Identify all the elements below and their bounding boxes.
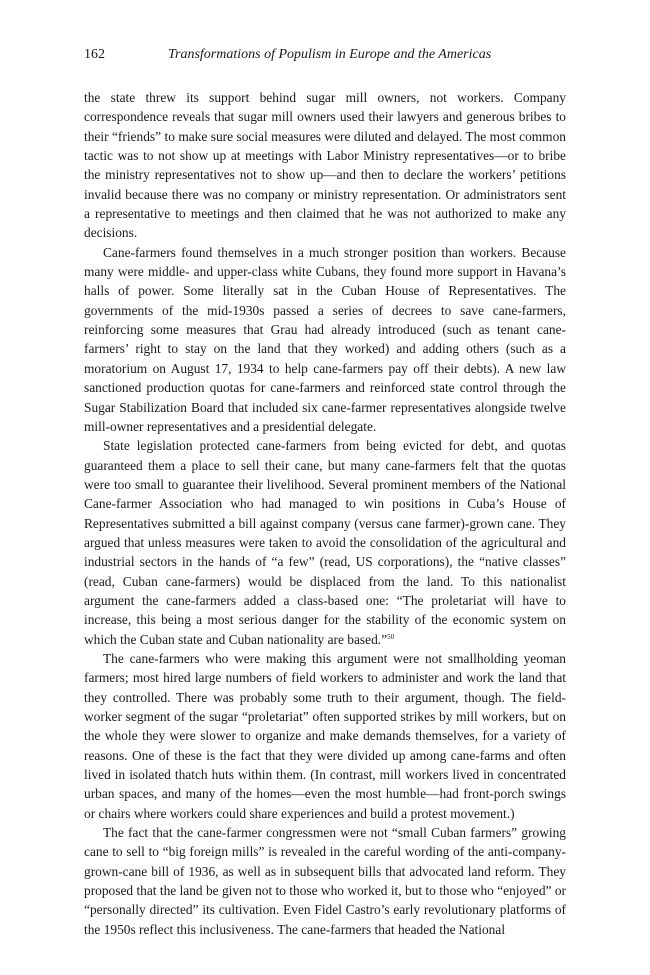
footnote-reference: 50	[387, 632, 395, 641]
page-number: 162	[84, 47, 105, 62]
paragraph-4: The cane-farmers who were making this argument were not smallholding yeoman farmers; most hired large numbers of field workers to administer and work the land that they controlled. There was probably some truth to their argument, though. The field-worker segment of the sugar “proletariat” often supported strikes by mill workers, but on the whole they were slower to organize and make demands themselves, for a variety of reasons. One of these is the fact that they were divided up among cane-farms and often lived in isolated thatch huts within them. (In contrast, mill workers lived in concentrated urban spaces, and many of the homes—even the most humble—had front-porch swings or chairs where workers could share experiences and build a protest movement.)	[84, 650, 566, 821]
body-text	[84, 88, 566, 939]
paragraph-5: The fact that the cane-farmer congressmen were not “small Cuban farmers” growing cane to sell to “big foreign mills” is revealed in the careful wording of the anti-company-grown-cane bill of 1936, as well as in subsequent bills that advocated land reform. They proposed that the land be given not to those who worked it, but to those who “enjoyed” or “personally directed” its cultivation. Even Fidel Castro’s early revolutionary platforms of the 1950s reflect this inclusiveness. The cane-farmers that headed the National	[84, 825, 566, 937]
paragraph-3-text: State legislation protected cane-farmers from being evicted for debt, and quotas guaranteed them a place to sell their cane, but many cane-farmers felt that the quotas were too small to guarantee their livelihood. Several prominent members of the National Cane-farmer Association who had managed to win positions in Cuba’s House of Representatives submitted a bill against company (versus cane farmer)-grown cane. They argued that unless measures were taken to avoid the consolidation of the agricultural and industrial sectors in the hands of “a few” (read, US corporations), the “native classes” (read, Cuban cane-farmers) would be displaced from the land. To this nationalist argument the cane-farmers added a class-based one: “The proletariat will have to increase, this being a most serious danger for the stability of the economic system on which the Cuban state and Cuban nationality are based.”	[84, 438, 566, 647]
paragraph-2: Cane-farmers found themselves in a much stronger position than workers. Because many were middle- and upper-class white Cubans, they found more support in Havana’s halls of power. Some literally sat in the Cuban House of Representatives. The governments of the mid-1930s passed a series of decrees to save cane-farmers, reinforcing some measures that Grau had already introduced (such as tenant cane-farmers’ right to stay on the land that they worked) and adding others (such as a moratorium on August 17, 1934 to help cane-farmers pay off their debts). A new law sanctioned production quotas for cane-farmers and reinforced state control through the Sugar Stabilization Board that included six cane-farmer representatives alongside twelve mill-owner representatives and a presidential delegate.	[84, 244, 566, 434]
running-title: Transformations of Populism in Europe and the Americas	[168, 47, 492, 62]
running-head	[84, 45, 566, 65]
paragraph-1: the state threw its support behind sugar mill owners, not workers. Company correspondence reveals that sugar mill owners used their lawyers and generous bribes to their “friends” to make sure social measures were diluted and delayed. The most common tactic was to not show up at meetings with Labor Ministry representatives—or to bribe the ministry representatives not to show up—and then to declare the workers’ petitions invalid because there was no company or ministry representation. Or administrators sent a representative to meetings and then claimed that he was not authorized to make any decisions.	[84, 90, 566, 241]
paragraph-3	[84, 436, 566, 649]
